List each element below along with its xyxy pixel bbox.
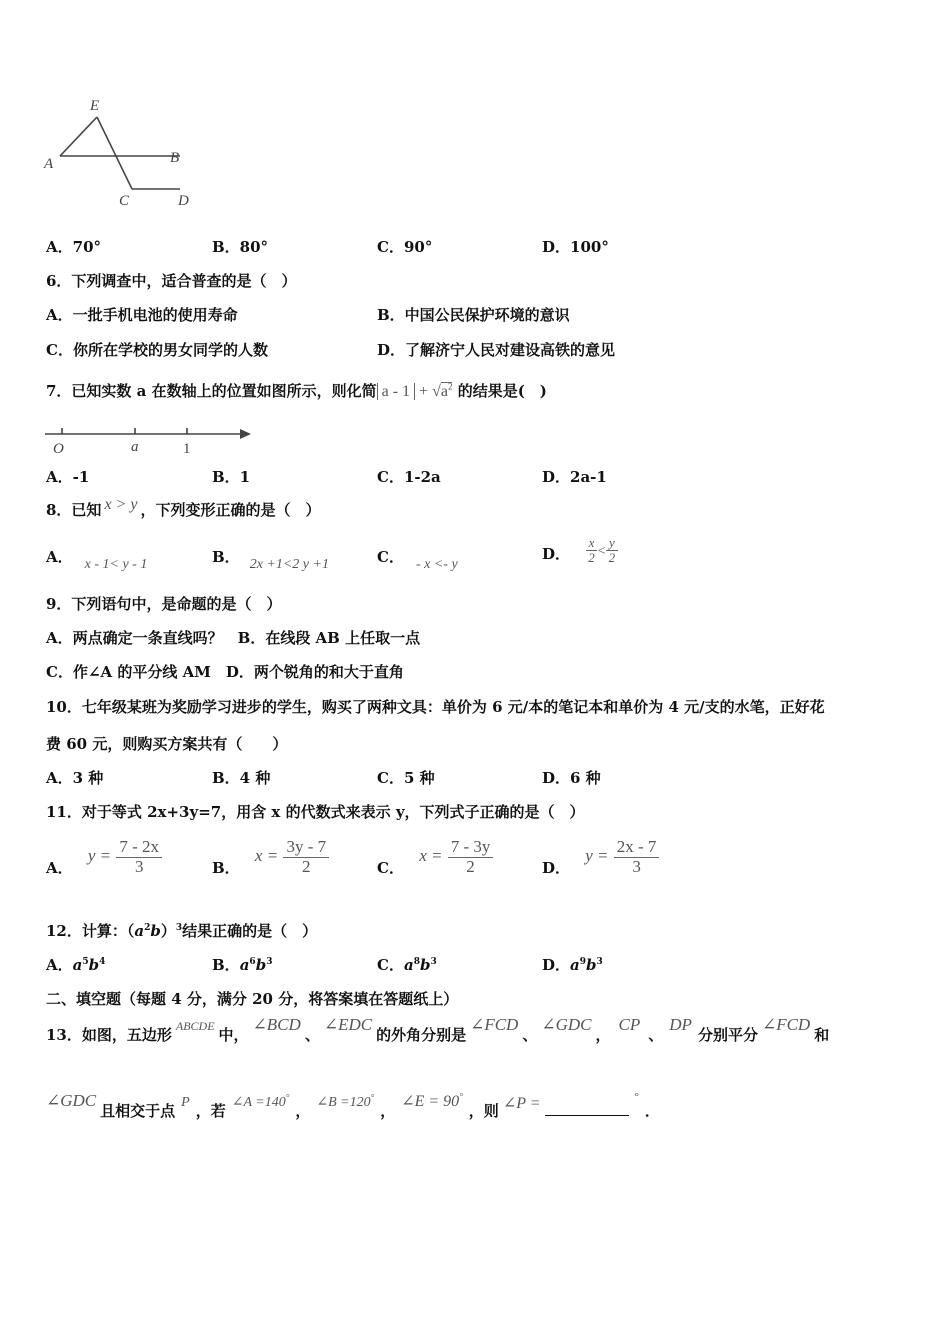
- q7-abs: a - 1: [377, 383, 415, 400]
- answer-blank[interactable]: [545, 1101, 629, 1116]
- q8-option-d: D． $\frac{x}{2}$ < $\frac{y}{2}$: [542, 536, 618, 566]
- q10-option-c: C．5 种: [377, 769, 435, 787]
- q5-option-a: A．70°: [46, 238, 102, 256]
- q10-option-a: A．3 种: [46, 769, 104, 787]
- q6-option-d: D．了解济宁人民对建设高铁的意见: [377, 341, 616, 359]
- q13-line2: ∠GDC且相交于点 P ，若 ∠A =140°， ∠B =120°，∠E = 90°，则 ∠P = °．: [46, 1091, 660, 1120]
- label-a: A: [44, 156, 54, 172]
- q9-options-line2: C．作∠A 的平分线 AM D．两个锐角的和大于直角: [46, 663, 404, 681]
- q12-stem: 12．计算：$(a^2b)^3$结果正确的是（ ）: [46, 922, 318, 940]
- q5-option-d: D．100°: [542, 238, 609, 256]
- q10-option-b: B．4 种: [212, 769, 271, 787]
- q6-stem: 6．下列调查中，适合普查的是（ ）: [46, 272, 297, 290]
- q9-stem: 9．下列语句中，是命题的是（ ）: [46, 595, 282, 613]
- q10-stem-line2: 费 60 元，则购买方案共有（ ）: [46, 735, 288, 753]
- axis-label-a: a: [131, 439, 139, 455]
- geometry-figure: [40, 92, 200, 212]
- q7-stem-a: 7．已知实数 a 在数轴上的位置如图所示，则化简: [46, 382, 377, 400]
- q6-option-b: B．中国公民保护环境的意识: [377, 306, 570, 324]
- q7-abs-expr: [377, 382, 453, 400]
- q11-option-d: D． y = $\frac{2x - 7}{3}$: [542, 838, 659, 876]
- line-ec: [97, 117, 132, 189]
- label-d: D: [178, 193, 189, 209]
- label-e: E: [90, 98, 100, 114]
- q6-option-a: A．一批手机电池的使用寿命: [46, 306, 238, 324]
- q7-sqrt-arg: $a^2$: [440, 381, 453, 400]
- q12-option-b: B．$a^6b^3$: [212, 956, 273, 974]
- arrow-right-icon: [240, 429, 251, 439]
- sqrt-icon: √: [432, 383, 441, 400]
- q8-option-b: B． 2x +1<2 y +1: [212, 548, 329, 572]
- q12-option-c: C．$a^8b^3$: [377, 956, 437, 974]
- q5-option-c: C．90°: [377, 238, 433, 256]
- label-c: C: [119, 193, 130, 209]
- q8-option-a: A． x - 1< y - 1: [46, 548, 148, 572]
- q7-option-d: D．2a-1: [542, 468, 607, 486]
- q5-option-b: B．80°: [212, 238, 269, 256]
- q12-option-a: A．$a^5b^4$: [46, 956, 106, 974]
- q10-option-d: D．6 种: [542, 769, 601, 787]
- q10-stem-line1: 10．七年级某班为奖励学习进步的学生，购买了两种文具：单价为 6 元/本的笔记本和单价为 4 元/支的水笔，正好花: [46, 698, 825, 716]
- q8-condition: x > y: [104, 496, 138, 513]
- q7-stem-b: 的结果是( ): [457, 382, 547, 400]
- q9-options-line1: A．两点确定一条直线吗？ B．在线段 AB 上任取一点: [46, 629, 421, 647]
- q8-option-c: C． - x <- y: [377, 548, 458, 572]
- q12-option-d: D．$a^9b^3$: [542, 956, 603, 974]
- number-line: [40, 422, 260, 456]
- q6-option-c: C．你所在学校的男女同学的人数: [46, 341, 268, 359]
- q7-plus: +: [419, 383, 429, 400]
- q11-stem: 11．对于等式 2x+3y=7，用含 x 的代数式来表示 y，下列式子正确的是（ ）: [46, 803, 585, 821]
- q8-stem: 8．已知 x > y ，下列变形正确的是（ ）: [46, 496, 321, 519]
- line-ae: [60, 117, 97, 156]
- q11-option-b: B． x = $\frac{3y - 7}{2}$: [212, 838, 329, 876]
- axis-label-o: O: [53, 441, 64, 456]
- q7-option-c: C．1-2a: [377, 468, 441, 486]
- axis-label-1: 1: [183, 441, 191, 456]
- q11-option-c: C． x = $\frac{7 - 3y}{2}$: [377, 838, 493, 876]
- section-2-title: 二、填空题（每题 4 分，满分 20 分，将答案填在答题纸上）: [46, 990, 459, 1008]
- label-b: B: [170, 150, 180, 166]
- q7-stem: [46, 380, 547, 401]
- q13-line1: 13．如图，五边形 $^{ABCDE}$ 中，∠BCD、∠EDC的外角分别是∠FCD、∠GDC，CP、DP分别平分∠FCD和: [46, 1015, 830, 1044]
- q7-option-b: B．1: [212, 468, 251, 486]
- q11-option-a: A． y = $\frac{7 - 2x}{3}$: [46, 838, 162, 876]
- q7-option-a: A．-1: [46, 468, 90, 486]
